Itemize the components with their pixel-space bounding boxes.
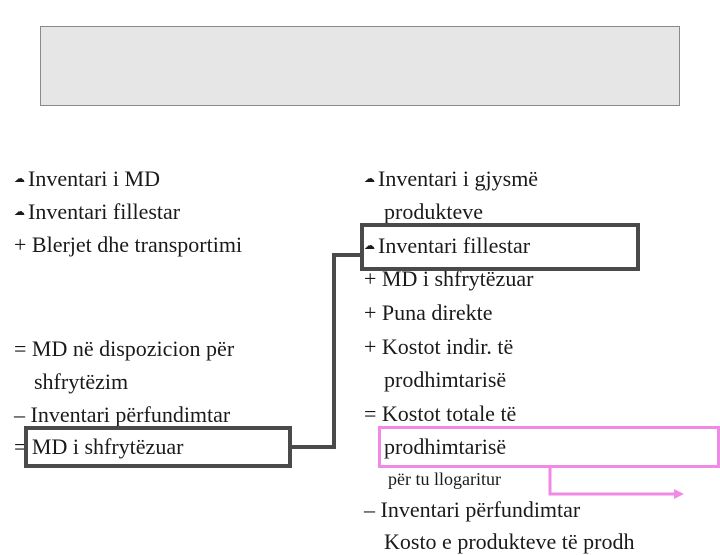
right-line-3: Inventari fillestar <box>378 233 531 258</box>
left-line-5: shfrytëzim <box>34 369 129 394</box>
connector-md-to-right <box>292 255 360 447</box>
left-line-6: – Inventari përfundimtar <box>14 402 231 427</box>
left-line-4: = MD në dispozicion për <box>14 336 235 361</box>
right-line-10: për tu llogaritur <box>388 469 501 489</box>
arrow-head-icon <box>674 489 684 499</box>
right-line-4: + MD i shfrytëzuar <box>364 266 534 291</box>
right-line-2: produkteve <box>384 199 483 224</box>
bullet-icon: ☁ <box>364 172 375 185</box>
left-line-3: + Blerjet dhe transportimi <box>14 232 243 257</box>
right-line-6: + Kostot indir. të <box>364 334 514 359</box>
right-line-1: Inventari i gjysmë <box>378 166 539 191</box>
left-line-1: Inventari i MD <box>28 166 160 191</box>
right-line-7: prodhimtarisë <box>384 367 507 392</box>
right-line-8: = Kostot totale të <box>364 401 517 426</box>
bullet-icon: ☁ <box>14 205 25 218</box>
left-line-7: = MD i shfrytëzuar <box>14 434 184 459</box>
left-line-2: Inventari fillestar <box>28 199 181 224</box>
bullet-icon: ☁ <box>14 172 25 185</box>
right-line-12: Kosto e produkteve të prodh <box>384 529 635 554</box>
right-line-9: prodhimtarisë <box>384 434 507 459</box>
bullet-icon: ☁ <box>364 239 375 252</box>
connector-pink-arrow <box>550 468 676 494</box>
right-line-11: – Inventari përfundimtar <box>364 497 581 522</box>
right-line-5: + Puna direkte <box>364 300 493 325</box>
